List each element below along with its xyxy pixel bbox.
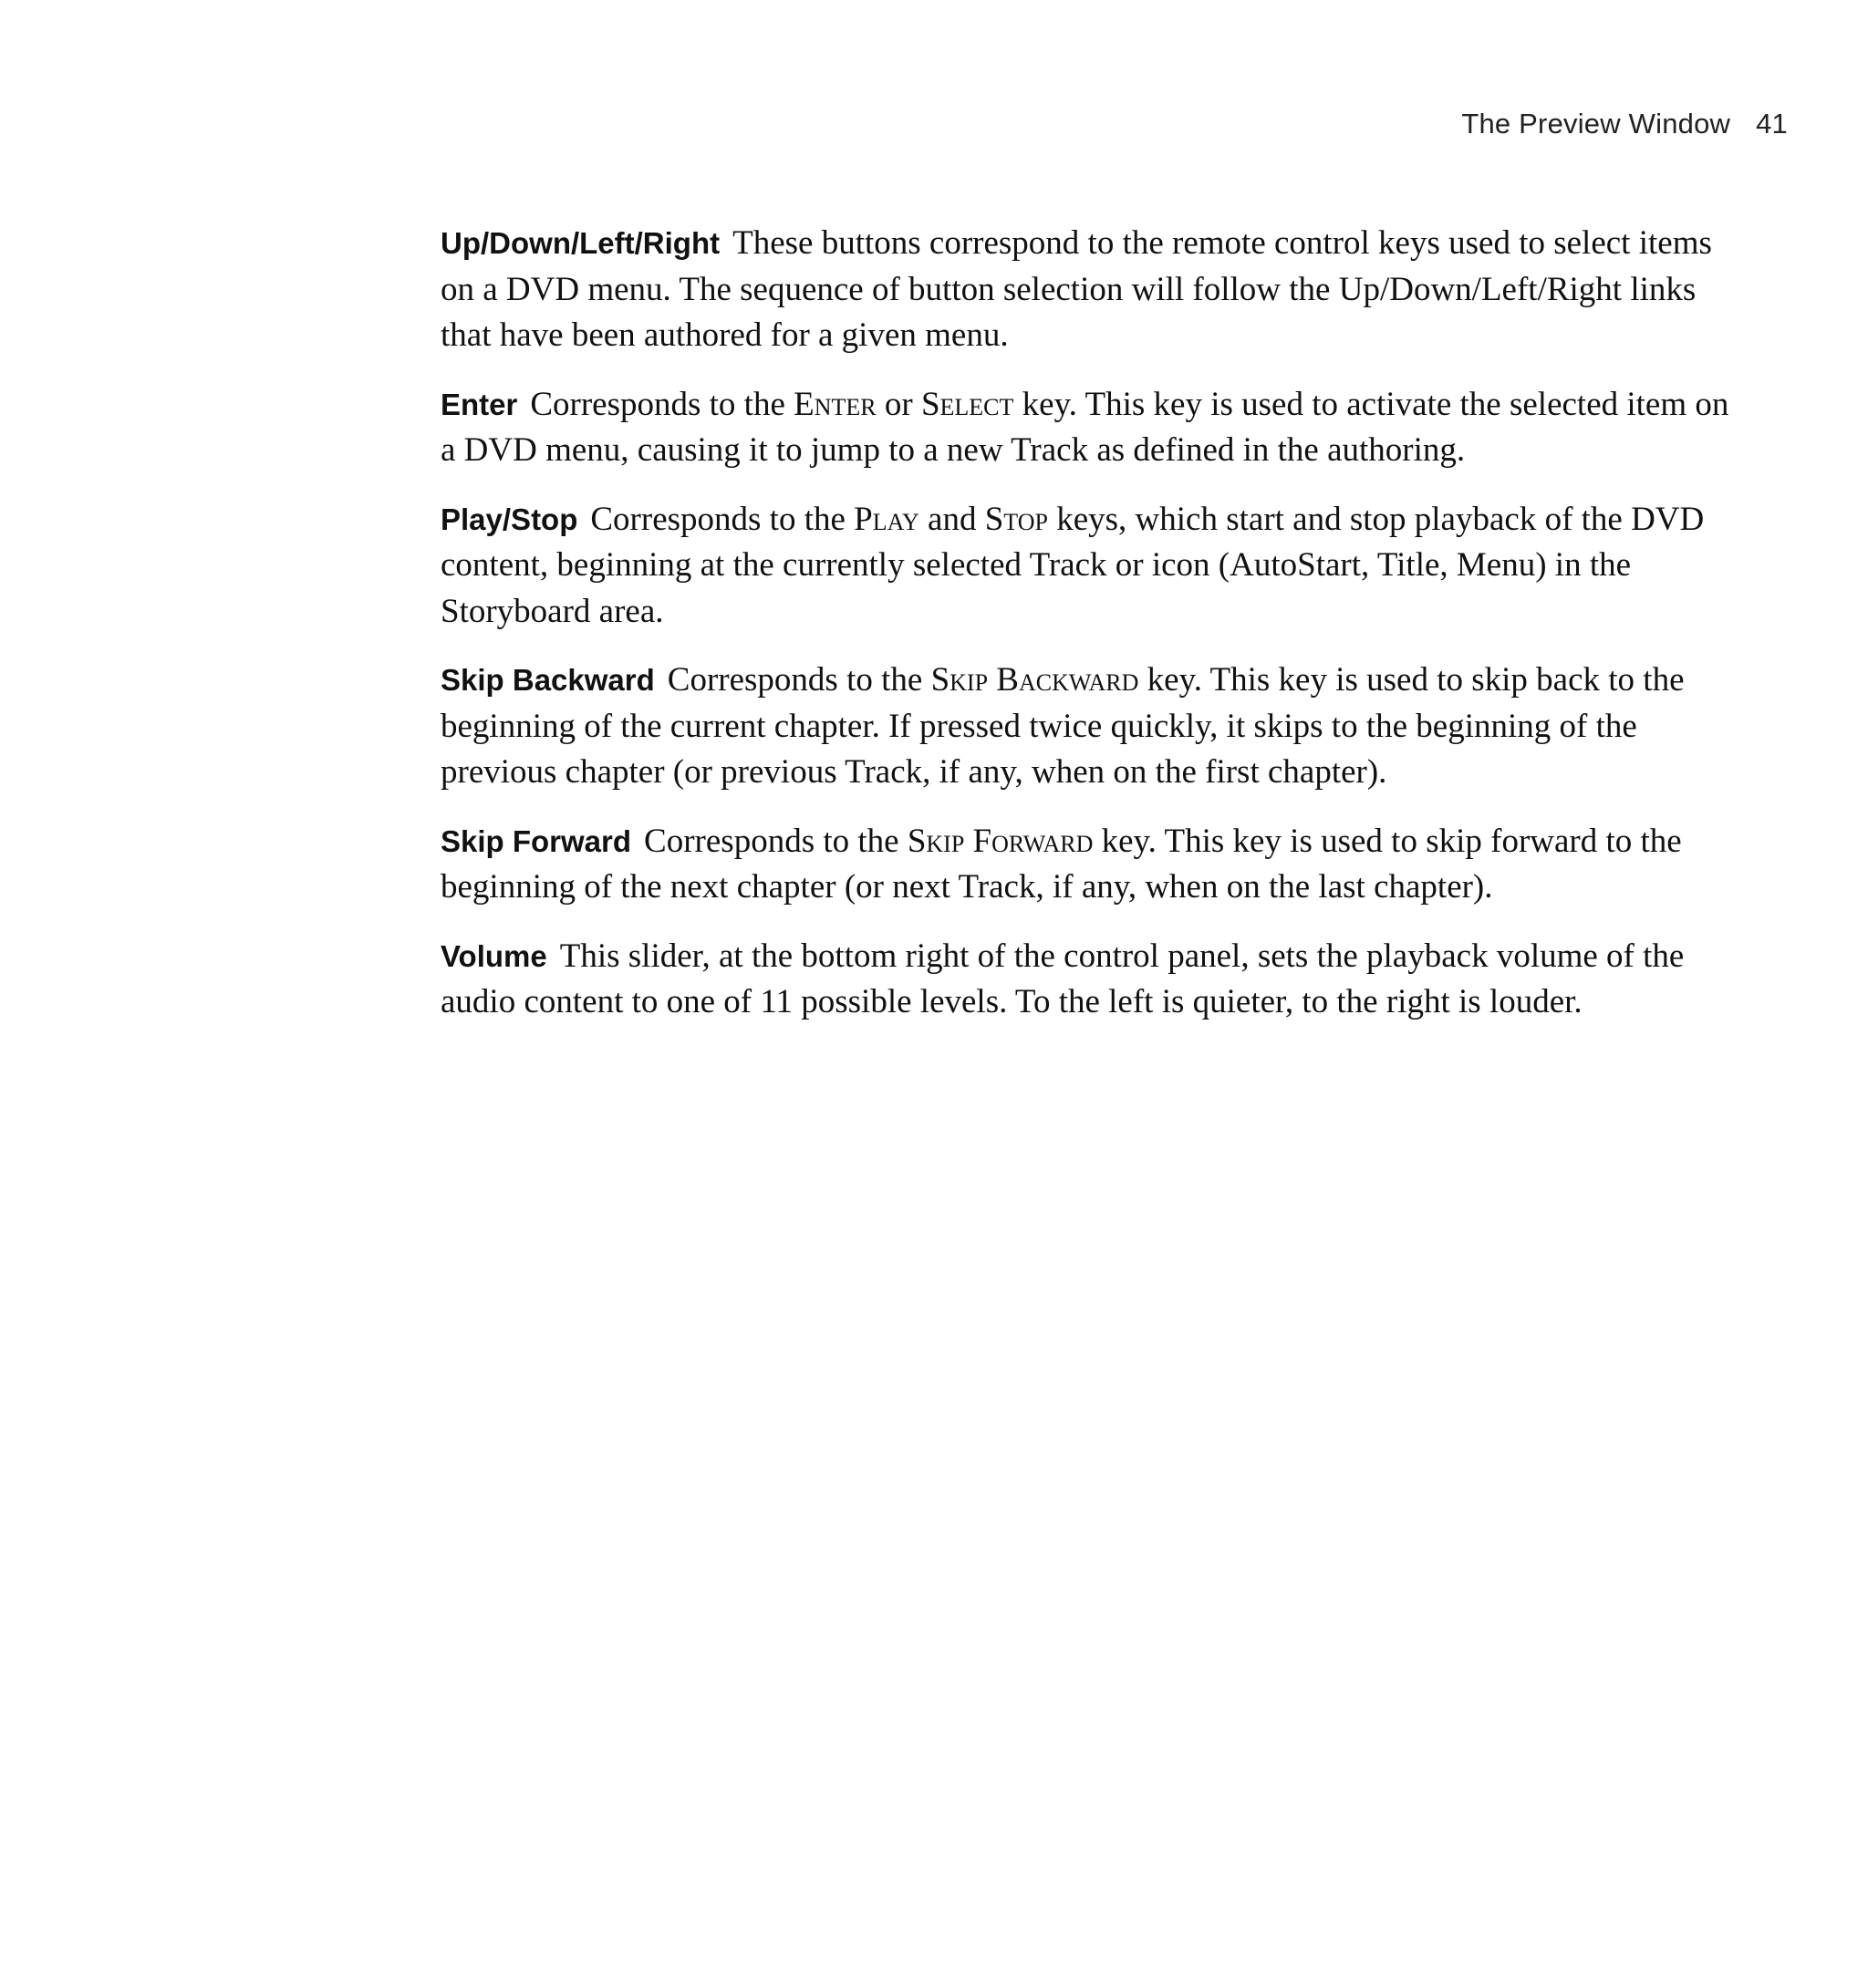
entry-text: key. This key is used to skip forward to the beginning of the next chapter (or next Track, if any, when on the last chapter). bbox=[441, 822, 1682, 906]
key-name-skip-backward: Skip Backward bbox=[930, 661, 1139, 699]
entry-skip-backward bbox=[441, 657, 1736, 796]
entry-text: key. This key is used to activate the selected item on a DVD menu, causing it to jump to a new Track as defined in the authoring. bbox=[441, 385, 1729, 469]
entry-text: or bbox=[876, 385, 921, 423]
entry-text: Corresponds to the bbox=[667, 661, 931, 699]
entry-text: key. This key is used to skip back to the beginning of the current chapter. If pressed twice quickly, it skips to the beginning of the previous chapter (or previous Track, if any, when on the first chapter). bbox=[441, 661, 1685, 791]
running-head bbox=[1461, 108, 1788, 140]
key-name-play: Play bbox=[854, 500, 919, 538]
entry-enter bbox=[441, 382, 1736, 474]
entry-text: Corresponds to the bbox=[590, 500, 855, 538]
entry-up-down-left-right bbox=[441, 221, 1736, 359]
section-title: The Preview Window bbox=[1461, 108, 1731, 140]
entry-text: Corresponds to the bbox=[530, 385, 794, 423]
entry-text: and bbox=[918, 500, 985, 538]
key-name-skip-forward: Skip Forward bbox=[907, 822, 1094, 860]
entry-text: Corresponds to the bbox=[644, 822, 908, 860]
key-name-enter: Enter bbox=[794, 385, 877, 423]
term-volume: Volume bbox=[441, 938, 547, 973]
term-skip-backward: Skip Backward bbox=[441, 663, 655, 697]
term-enter: Enter bbox=[441, 387, 518, 421]
entry-text: This slider, at the bottom right of the control panel, sets the playback volume of the audio content to one of 11 possible levels. To the left is quieter, to the right is louder. bbox=[441, 937, 1685, 1020]
key-name-select: Select bbox=[920, 385, 1014, 423]
entry-skip-forward bbox=[441, 819, 1736, 911]
key-name-stop: Stop bbox=[984, 500, 1048, 538]
definition-list bbox=[441, 221, 1736, 1049]
entry-text: keys, which start and stop playback of the DVD content, beginning at the currently selected Track or icon (AutoStart, Title, Menu) in the Storyboard area. bbox=[441, 500, 1705, 630]
entry-play-stop bbox=[441, 497, 1736, 636]
term-play-stop: Play/Stop bbox=[441, 502, 578, 536]
entry-text: These buttons correspond to the remote control keys used to select items on a DVD menu. The sequence of button selection will follow the Up/Down/Left/Right links that have been authored for a given menu. bbox=[441, 224, 1712, 354]
entry-volume bbox=[441, 934, 1736, 1026]
term-up-down-left-right: Up/Down/Left/Right bbox=[441, 226, 721, 260]
term-skip-forward: Skip Forward bbox=[441, 823, 632, 858]
page-number: 41 bbox=[1756, 108, 1788, 140]
